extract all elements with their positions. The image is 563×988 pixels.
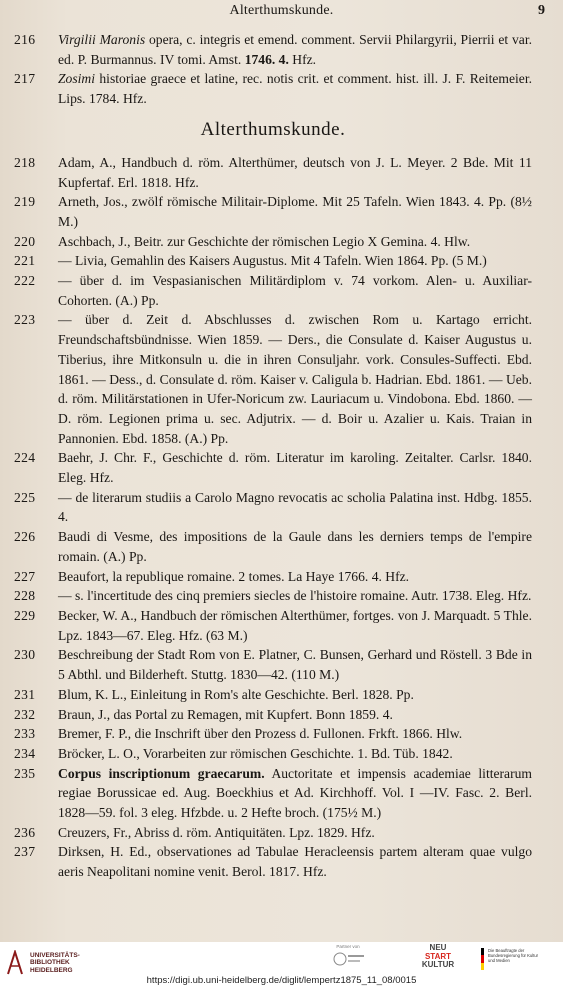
library-logo[interactable] <box>6 950 80 976</box>
library-line-1: UNIVERSITÄTS- <box>30 951 80 959</box>
entry-text: Becker, W. A., Handbuch der römischen Alterthümer, fortges. von J. Marquadt. 5 Thle. Lpz. 1843—67. Eleg. Hfz. (63 M.) <box>58 607 532 643</box>
neustart-line-3: KULTUR <box>421 960 455 969</box>
entry-text: Bröcker, L. O., Vorarbeiten zur römischen Geschichte. 1. Bd. Tüb. 1842. <box>58 745 453 761</box>
entry-number: 229 <box>14 607 36 623</box>
bkm-text: Die Beauftragte der Bundesregierung für Kultur und Medien <box>488 948 539 963</box>
catalog-entry <box>14 488 532 527</box>
entry-text: — über d. Zeit d. Abschlusses d. zwischen Rom u. Kartago erricht. Freundschaftsbündnisse. Wien 1859. — Ders., die Consulate d. Kaiser Augustus u. Tiberius, ihre Mitkonsuln u. die in ihren Consuljahr. vork. Consules-Suffecti. Ebd. 1861. — Dess., d. Consulate d. röm. Kaiser v. Caligula b. Hadrian. Ebd. 1861. — Ueb. d. röm. Militärstationen in Ufer-Noricum zw. Lauriacum u. Vindobona. Ebd. 1860. — D. röm. Legionen prima u. sec. Adjutrix. — d. Boir u. Azalier u. Kais. Traian in Pannonien. Ebd. 1858. (A.) Pp. <box>58 312 532 446</box>
entry-text: Aschbach, J., Beitr. zur Geschichte der römischen Legio X Gemina. 4. Hlw. <box>58 233 471 249</box>
catalog-entry <box>14 527 532 566</box>
partner-logo-icon <box>328 949 368 969</box>
catalog-entry <box>14 448 532 487</box>
neustart-line-2: START <box>424 951 452 961</box>
entry-text: Blum, K. L., Einleitung in Rom's alte Geschichte. Berl. 1828. Pp. <box>58 686 414 702</box>
catalog-entry <box>14 744 532 764</box>
entry-text: Zosimi historiae graece et latine, rec. notis crit. et comment. hist. ill. J. F. Reitemeier. Lips. 1784. Hfz. <box>58 71 532 107</box>
entry-text: — de literarum studiis a Carolo Magno revocatis ac scholia Palatina inst. Hdbg. 1855. 4. <box>58 489 532 525</box>
partner-label: Partner von <box>336 944 360 949</box>
entry-number: 225 <box>14 489 36 505</box>
catalog-entry <box>14 30 532 69</box>
bkm-logo[interactable] <box>481 948 540 970</box>
catalog-entry <box>14 724 532 744</box>
entry-number: 220 <box>14 233 36 249</box>
entry-number: 237 <box>14 844 36 860</box>
entry-number: 228 <box>14 588 36 604</box>
entry-number: 221 <box>14 253 36 269</box>
entry-number: 227 <box>14 568 36 584</box>
entry-text: Baehr, J. Chr. F., Geschichte d. röm. Literatur im karoling. Zeitalter. Carlsr. 1840. Eleg. Hfz. <box>58 450 532 486</box>
entry-number: 234 <box>14 745 36 761</box>
catalog-entry <box>14 764 532 823</box>
entry-number: 230 <box>14 647 36 663</box>
entry-number: 236 <box>14 824 36 840</box>
entry-number: 219 <box>14 194 36 210</box>
entry-text: — s. l'incertitude des cinq premiers siecles de l'histoire romaine. Autr. 1738. Eleg. Hfz. <box>58 588 532 604</box>
page-number: 9 <box>538 3 545 18</box>
neustart-line-1: NEU <box>429 943 447 952</box>
entry-text: Corpus inscriptionum graecarum. Auctoritate et impensis academiae litterarum regiae Borussicae ed. Aug. Boeckhius et Ad. Kirchhoff. Vol. I —IV. Fasc. 2. Berl. 1828—59. fol. 3 eleg. Hfzbde. u. 2 Hefte broch. (175½ M.) <box>58 765 532 821</box>
library-line-3: HEIDELBERG <box>30 966 73 974</box>
entry-text: Beaufort, la republique romaine. 2 tomes. La Haye 1766. 4. Hfz. <box>58 568 410 584</box>
entry-text: Baudi di Vesme, des impositions de la Gaule dans les derniers temps de l'empire romain. (A.) Pp. <box>58 529 532 564</box>
library-logo-icon <box>6 950 24 976</box>
entry-text: Braun, J., das Portal zu Remagen, mit Kupfert. Bonn 1859. 4. <box>58 706 393 722</box>
catalog-entry <box>14 271 532 310</box>
catalog-entry <box>14 192 532 231</box>
entry-number: 224 <box>14 450 36 466</box>
entry-number: 218 <box>14 154 36 170</box>
entry-text: Virgilii Maronis opera, c. integris et emend. comment. Servii Philargyrii, Pierrii et var. ed. P. Burmannus. IV tomi. Amst. 1746. 4. Hfz. <box>58 32 532 67</box>
catalog-entries <box>14 30 532 882</box>
partner-logo[interactable] <box>328 944 368 972</box>
catalog-entry <box>14 823 532 843</box>
entry-number: 231 <box>14 686 36 702</box>
running-header <box>0 3 563 19</box>
library-line-2: BIBLIOTHEK <box>30 959 70 967</box>
header-title: Alterthumskunde. <box>229 3 334 18</box>
entry-number: 233 <box>14 726 36 742</box>
german-flag-icon <box>481 948 484 970</box>
catalog-entry <box>14 69 532 108</box>
catalog-entry <box>14 310 532 448</box>
entry-text: Bremer, F. P., die Inschrift über den Prozess d. Fullonen. Frkft. 1866. Hlw. <box>58 726 463 742</box>
entry-text: — über d. im Vespasianischen Militärdiplom v. 74 vorkom. Alen- u. Auxiliar-Cohorten. (A.) Pp. <box>58 273 532 308</box>
catalog-entry <box>14 153 532 192</box>
entry-text: Adam, A., Handbuch d. röm. Alterthümer, deutsch von J. L. Meyer. 2 Bde. Mit 11 Kupfertaf. Erl. 1818. Hfz. <box>58 154 532 190</box>
catalog-entry <box>14 606 532 645</box>
section-title: Alterthumskunde. <box>200 118 346 140</box>
catalog-entry <box>14 567 532 587</box>
entry-number: 217 <box>14 71 36 87</box>
catalog-entry <box>14 251 532 271</box>
entry-number: 235 <box>14 765 36 781</box>
entry-text: — Livia, Gemahlin des Kaisers Augustus. Mit 4 Tafeln. Wien 1864. Pp. (5 M.) <box>58 253 487 269</box>
entry-text: Beschreibung der Stadt Rom von E. Platner, C. Bunsen, Gerhard und Röstell. 3 Bde in 5 Abthl. und Bilderheft. Stuttg. 1830—42. (110 M.) <box>58 647 532 683</box>
entry-text: Creuzers, Fr., Abriss d. röm. Antiquitäten. Lpz. 1829. Hfz. <box>58 824 375 840</box>
entry-number: 232 <box>14 706 36 722</box>
entry-number: 223 <box>14 312 36 328</box>
catalog-entry <box>14 586 532 606</box>
catalog-entry <box>14 705 532 725</box>
neustart-kultur-logo[interactable] <box>414 944 462 970</box>
permalink-url[interactable]: https://digi.ub.uni-heidelberg.de/diglit/lempertz1875_11_08/0015 <box>146 975 417 986</box>
entry-number: 222 <box>14 273 36 289</box>
entry-number: 216 <box>14 32 36 47</box>
entry-text: Dirksen, H. Ed., observationes ad Tabulae Heracleensis partem alteram quae vulgo aeris Neapolitani nomine venit. Berol. 1817. Hfz. <box>58 844 532 880</box>
catalog-entry <box>14 232 532 252</box>
catalog-entry <box>14 842 532 881</box>
viewer-footer <box>0 942 563 988</box>
entry-number: 226 <box>14 529 36 545</box>
entry-text: Arneth, Jos., zwölf römische Militair-Diplome. Mit 25 Tafeln. Wien 1843. 4. Pp. (8½ M.) <box>58 194 532 229</box>
catalog-entry <box>14 685 532 705</box>
catalog-entry <box>14 645 532 684</box>
